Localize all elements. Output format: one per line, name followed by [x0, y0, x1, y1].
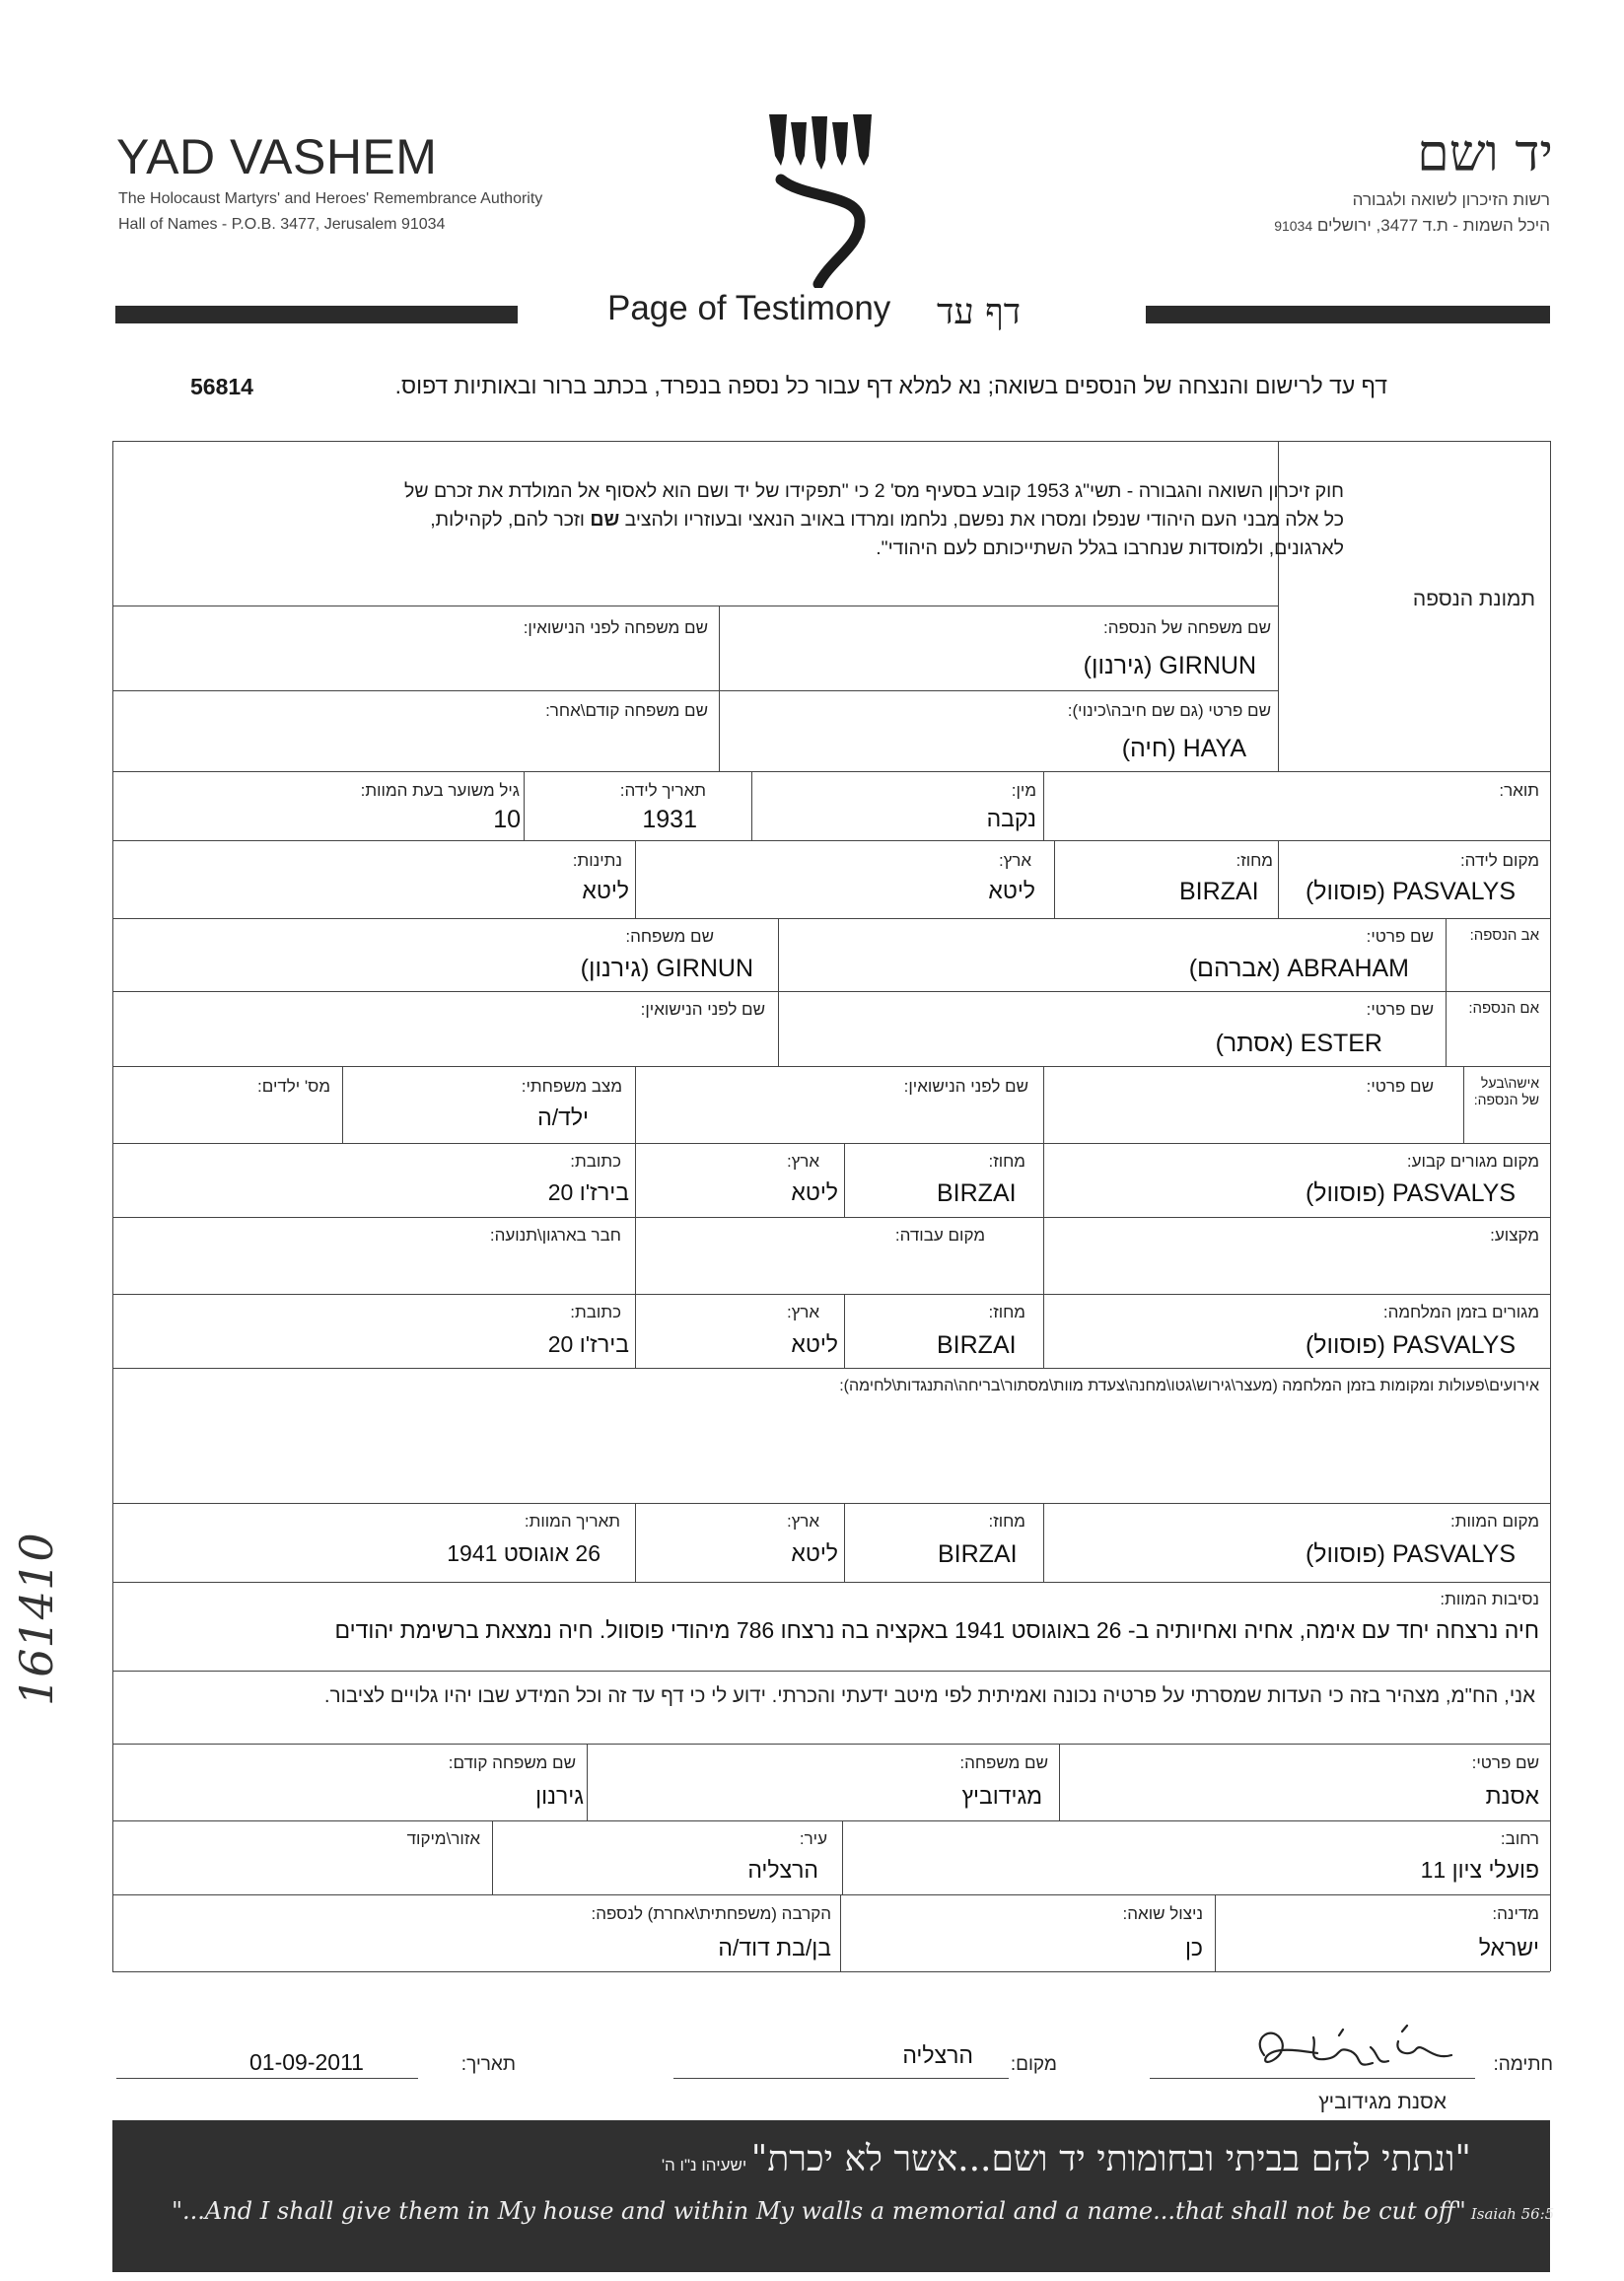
war-address-value: בירז'ו 20	[547, 1331, 629, 1357]
submitter-prev-value: גירנון	[535, 1783, 584, 1809]
victim-maiden-label: שם משפחה לפני הנישואין:	[523, 618, 708, 637]
law-line-1: חוק זיכרון השואה והגבורה - תשי"ג 1953 קובע בסעיף מס' 2 כי "תפקידו של יד ושם הוא לאסוף אל המולדת את זכרם של	[403, 480, 1344, 502]
org-subtitle-en: The Holocaust Martyrs' and Heroes' Remembrance Authority	[118, 190, 543, 207]
zip-label: אזור\מיקוד	[406, 1829, 480, 1848]
margin-handwritten-number: 161410	[10, 1533, 63, 1706]
war-country-value: ליטא	[791, 1331, 838, 1357]
footer-ref-en: Isaiah 56:5	[1470, 2205, 1555, 2223]
mother-first-value: ESTER (אסתר)	[1215, 1030, 1382, 1057]
survivor-label: ניצול שואה:	[1122, 1904, 1203, 1923]
spouse-section-label-2: של הנספה:	[1473, 1092, 1539, 1107]
birth-district-label: מחוז:	[1236, 851, 1273, 870]
birth-district-value: BIRZAI	[1179, 878, 1259, 905]
war-residence-value: PASVALYS (פוסוול)	[1305, 1331, 1516, 1359]
war-district-value: BIRZAI	[937, 1331, 1017, 1359]
mother-first-label: שם פרטי:	[1366, 1000, 1434, 1019]
birth-country-label: ארץ:	[998, 851, 1031, 870]
relation-value: בן/בת דוד/ה	[718, 1935, 831, 1960]
law-line-2	[220, 506, 1344, 535]
birthplace-label: מקום לידה:	[1459, 851, 1539, 870]
org-subtitle-he: רשות הזיכרון לשואה ולגבורה	[1352, 190, 1550, 209]
instruction-text: דף עד לרישום והנצחה של הנספים בשואה; נא למלא דף עבור כל נספה בנפרד, בכתב ברור ובאותיות דפוס.	[394, 373, 1387, 398]
death-date-value: 26 אוגוסט 1941	[447, 1540, 600, 1566]
org-address-en: Hall of Names - P.O.B. 3477, Jerusalem 91034	[118, 216, 446, 233]
place-label: מקום:	[1010, 2054, 1057, 2075]
country-label: מדינה:	[1492, 1904, 1539, 1923]
form-number: 56814	[190, 374, 253, 399]
death-circumstances-label: נסיבות המוות:	[1440, 1590, 1539, 1608]
page-title-en: Page of Testimony	[607, 289, 891, 327]
spouse-first-label: שם פרטי:	[1366, 1077, 1434, 1096]
residence-district-value: BIRZAI	[937, 1179, 1017, 1207]
footer-quote-he-line	[662, 2138, 1471, 2179]
spouse-section-label-1: אישה\בעל	[1480, 1075, 1539, 1091]
war-residence-label: מגורים בזמן המלחמה:	[1382, 1303, 1539, 1321]
residence-country-value: ליטא	[791, 1179, 838, 1205]
victim-first-value: HAYA (חיה)	[1121, 735, 1246, 762]
submitter-first-value: אסנת	[1485, 1783, 1539, 1809]
city-label: עיר:	[799, 1829, 827, 1848]
death-date-label: תאריך המוות:	[524, 1512, 620, 1531]
instruction-line	[395, 373, 1387, 399]
citizenship-value: ליטא	[582, 878, 629, 903]
war-address-label: כתובת:	[570, 1303, 621, 1321]
law-line-3: לארגונים, ולמוסדות שנחרבו בגלל השתייכותם לעם היהודי".	[876, 537, 1344, 559]
residence-value: PASVALYS (פוסוול)	[1305, 1179, 1516, 1207]
victim-surname-label: שם משפחה של הנספה:	[1102, 618, 1271, 637]
law-paragraph	[220, 477, 1344, 563]
mother-maiden-label: שם לפני הנישואין:	[640, 1000, 765, 1019]
victim-surname-value: GIRNUN (גירנון)	[1083, 652, 1256, 679]
signature-label: חתימה:	[1493, 2054, 1553, 2075]
footer-quote-he: "ונתתי להם בביתי ובחומותי יד ושם...אשר לא יכרת"	[750, 2139, 1471, 2179]
father-first-label: שם פרטי:	[1366, 927, 1434, 946]
father-section-label: אב הנספה:	[1469, 927, 1539, 944]
declaration-text: אני, הח"מ, מצהיר בזה כי העדות שמסרתי על פרטיה נכונה ואמיתית לפי מיטב ידעתי והכרתי. ידוע לי כי דף עד זה וכל המידע שבו יהיו גלויים לציבור.	[323, 1684, 1535, 1707]
citizenship-label: נתינות:	[572, 851, 622, 870]
gender-value: נקבה	[986, 806, 1036, 831]
father-surname-label: שם משפחה:	[625, 927, 714, 946]
age-label: גיל משוער בעת המוות:	[360, 781, 520, 800]
victim-prev-surname-label: שם משפחה קודם\אחר:	[545, 701, 708, 720]
org-address-he	[1274, 216, 1550, 236]
date-line	[116, 2078, 418, 2079]
photo-label: תמונת הנספה	[1412, 588, 1535, 610]
events-label: אירועים\פעולות ומקומות בזמן המלחמה (מעצר\גירוש\גטו\מחנה\צעדת מוות\מסתור\בריחה\התנגדות\לחימה):	[839, 1378, 1539, 1394]
signer-name: אסנת מגידוביץ	[1318, 2091, 1447, 2113]
residence-address-value: בירז'ו 20	[547, 1179, 629, 1205]
victim-first-label: שם פרטי (גם שם חיבה\כינוי):	[1067, 701, 1271, 720]
war-country-label: ארץ:	[786, 1303, 819, 1321]
age-value: 10	[493, 806, 521, 833]
death-place-value: PASVALYS (פוסוול)	[1305, 1540, 1516, 1568]
submitter-prev-label: שם משפחה קודם:	[448, 1753, 576, 1772]
org-address-he-zip: 91034	[1274, 218, 1313, 234]
street-value: פועלי ציון 11	[1420, 1857, 1539, 1883]
children-count-label: מס' ילדים:	[257, 1077, 330, 1096]
residence-country-label: ארץ:	[786, 1152, 819, 1171]
birth-country-value: ליטא	[988, 878, 1035, 903]
survivor-value: כן	[1184, 1935, 1203, 1960]
submitter-first-label: שם פרטי:	[1471, 1753, 1539, 1772]
title-bar-left	[115, 306, 518, 323]
relation-label: הקרבה (משפחתית\אחרת) לנספה:	[591, 1904, 831, 1923]
org-address-he-text: היכל השמות - ת.ד 3477, ירושלים	[1316, 216, 1550, 235]
org-name-he: יד ושם	[1417, 124, 1553, 183]
death-district-label: מחוז:	[988, 1512, 1025, 1531]
law-line-2c: וזכר להם, לקהילות,	[430, 509, 585, 531]
dob-value: 1931	[642, 806, 697, 833]
profession-label: מקצוע:	[1490, 1226, 1539, 1245]
residence-label: מקום מגורים קבוע:	[1406, 1152, 1539, 1171]
residence-address-label: כתובת:	[570, 1152, 621, 1171]
street-label: רחוב:	[1500, 1829, 1539, 1848]
marital-status-value: ילד/ה	[537, 1105, 589, 1130]
place-line	[673, 2078, 1009, 2079]
yad-vashem-logo	[765, 110, 880, 288]
country-value: ישראל	[1478, 1935, 1539, 1960]
death-place-label: מקום המוות:	[1450, 1512, 1539, 1531]
father-first-value: ABRAHAM (אברהם)	[1188, 955, 1409, 982]
death-country-value: ליטא	[791, 1540, 838, 1566]
footer-banner	[112, 2120, 1555, 2272]
death-country-label: ארץ:	[786, 1512, 819, 1531]
death-district-value: BIRZAI	[938, 1540, 1018, 1568]
birthplace-value: PASVALYS (פוסוול)	[1305, 878, 1516, 905]
father-surname-value: GIRNUN (גירנון)	[580, 955, 753, 982]
marital-status-label: מצב משפחתי:	[521, 1077, 622, 1096]
handwritten-signature	[1244, 2018, 1471, 2087]
page-title-he: דף עד	[937, 292, 1022, 332]
date-value: 01-09-2011	[249, 2049, 364, 2075]
law-line-2-shem: שם	[590, 509, 620, 531]
title-bar-right	[1146, 306, 1550, 323]
member-org-label: חבר בארגון\תנועה:	[489, 1226, 621, 1245]
law-line-2a: כל אלה מבני העם היהודי שנפלו ומסרו את נפשם, נלחמו ומרדו באויב הנאצי ובעוזריו ולהציב	[624, 509, 1344, 531]
workplace-label: מקום עבודה:	[894, 1226, 985, 1245]
submitter-surname-label: שם משפחה:	[959, 1753, 1048, 1772]
war-district-label: מחוז:	[988, 1303, 1025, 1321]
org-name-en: YAD VASHEM	[116, 129, 438, 184]
submitter-surname-value: מגידוביץ	[961, 1783, 1042, 1809]
title-label: תואר:	[1499, 781, 1539, 800]
date-label: תאריך:	[460, 2054, 516, 2075]
mother-section-label: אם הנספה:	[1468, 1000, 1539, 1017]
spouse-maiden-label: שם לפני הנישואין:	[903, 1077, 1028, 1096]
residence-district-label: מחוז:	[988, 1152, 1025, 1171]
footer-quote-en: "...And I shall give them in My house and within My walls a memorial and a name...that shall not be cut off"	[172, 2197, 1466, 2225]
dob-label: תאריך לידה:	[619, 781, 706, 800]
place-value: הרצליה	[902, 2042, 973, 2068]
spouse-section-label	[1474, 1075, 1539, 1108]
death-circumstances-value: חיה נרצחה יחד עם אימה, אחיה ואחיותיה ב- 26 באוגוסט 1941 באקציה בה נרצחו 786 מיהודי פוסוול. חיה נמצאת ברשימת יהודים	[334, 1617, 1539, 1643]
city-value: הרצליה	[747, 1857, 818, 1883]
gender-label: מין:	[1011, 781, 1036, 800]
footer-quote-en-line	[172, 2197, 1554, 2225]
footer-ref-he: ישעיהו נ"ו ה'	[661, 2156, 747, 2174]
